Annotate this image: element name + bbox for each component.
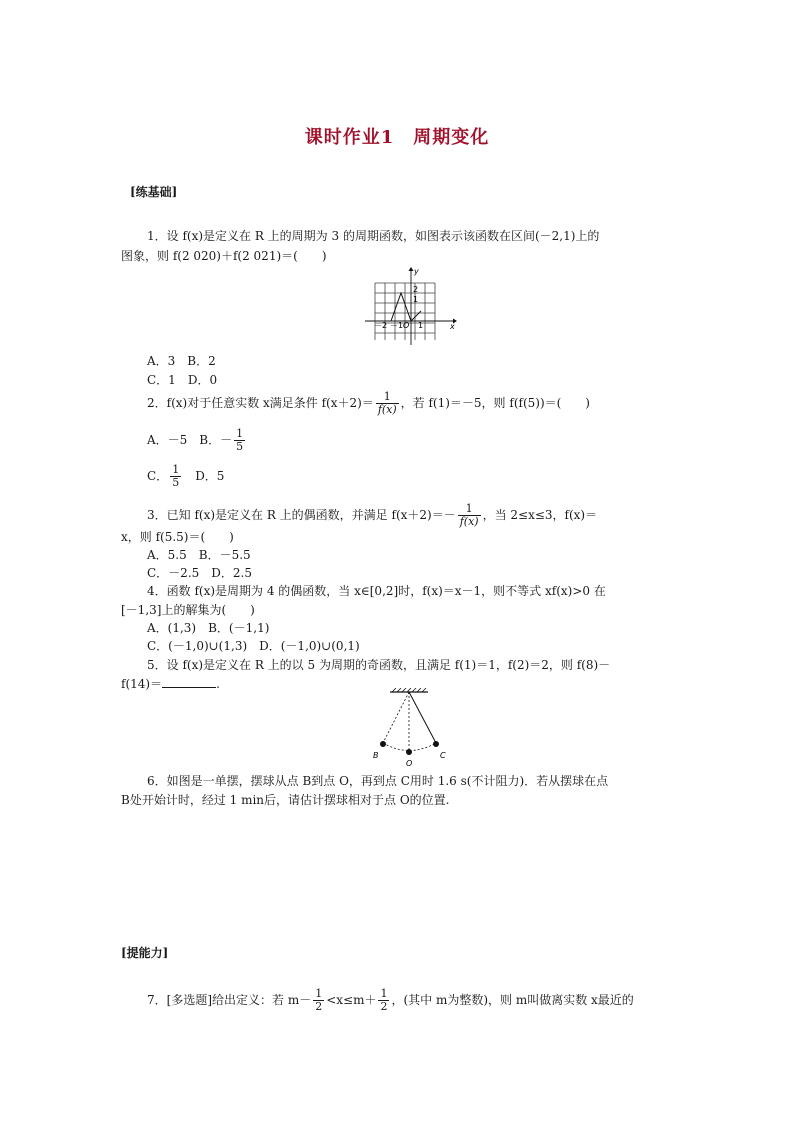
q7-fraction-1-num: 1	[315, 987, 323, 1000]
q7-fraction-2	[378, 988, 389, 1013]
string-to-b	[383, 692, 409, 743]
q7-fraction-1-den: 2	[315, 1000, 323, 1013]
ball-c	[433, 741, 439, 747]
q5-text-end: .	[216, 677, 220, 691]
q4-line2: [－1,3]上的解集为( )	[121, 603, 255, 617]
section-basic: [练基础]	[130, 185, 178, 199]
q3-fraction-num: 1	[458, 503, 481, 516]
q7-text-pre: 7．[多选题]给出定义：若 m－	[147, 993, 312, 1007]
q1-line2: 图象，则 f(2 020)＋f(2 021)＝( )	[121, 249, 327, 263]
q2-stem	[147, 391, 590, 416]
q1-line1: 1．设 f(x)是定义在 R 上的周期为 3 的周期函数，如图表示该函数在区间(－2,1)上的	[147, 229, 600, 243]
q2-fraction-num: 1	[376, 391, 399, 404]
q7-fraction-1	[313, 988, 324, 1013]
q6-line1: 6．如图是一单摆，摆球从点 B到点 O，再到点 C用时 1.6 s(不计阻力)．若从摆球在点	[147, 774, 609, 788]
q3-options-ab: A．5.5 B．－5.5	[147, 548, 251, 562]
q7-text-post: ，(其中 m为整数)，则 m叫做离实数 x最近的	[391, 993, 634, 1007]
q2-option-c: C．	[147, 469, 169, 483]
label-b: B	[373, 751, 379, 760]
q1-options-cd: C．1 D．0	[147, 373, 218, 387]
label-c: C	[440, 751, 446, 760]
q2-text-pre: 2．f(x)对于任意实数 x满足条件 f(x＋2)＝	[147, 396, 374, 410]
q5-line1: 5．设 f(x)是定义在 R 上的以 5 为周期的奇函数，且满足 f(1)＝1，f(2)＝2，则 f(8)－	[147, 658, 611, 672]
q5-answer-blank[interactable]	[162, 676, 216, 688]
function-graph	[365, 265, 460, 345]
q2-option-a: A．－5 B．－	[147, 433, 233, 447]
q2-option-b-den: 5	[236, 440, 244, 453]
q2-option-c-den: 5	[172, 476, 180, 489]
q7-fraction-2-den: 2	[380, 1000, 388, 1013]
q7-stem	[147, 988, 634, 1013]
q2-options-cd	[147, 464, 224, 489]
q3-stem	[147, 503, 597, 528]
section-advanced: [提能力]	[121, 946, 169, 960]
q7-text-mid: <x≤m＋	[326, 993, 377, 1007]
q4-options-ab: A．(1,3) B．(－1,1)	[147, 621, 270, 635]
q3-fraction-den: f(x)	[459, 515, 479, 528]
graph-tick-1: 1	[413, 295, 419, 304]
q3-line2: x，则 f(5.5)＝( )	[121, 530, 234, 544]
graph-tick-x1: 1	[418, 321, 424, 330]
q2-fraction	[376, 391, 399, 416]
q1-options-ab: A．3 B．2	[147, 354, 216, 368]
q2-option-d: D．5	[183, 469, 225, 483]
q6-line2: B处开始计时，经过 1 min后，请估计摆球相对于点 O的位置.	[121, 793, 450, 807]
q3-text-pre: 3．已知 f(x)是定义在 R 上的偶函数，并满足 f(x＋2)＝－	[147, 508, 456, 522]
label-o: O	[406, 759, 413, 768]
q2-options-ab	[147, 428, 247, 453]
graph-origin: O	[403, 321, 410, 330]
q3-fraction	[458, 503, 481, 528]
graph-tick-m1: －1	[390, 321, 404, 330]
q3-options-cd: C．－2.5 D．2.5	[147, 566, 252, 580]
graph-x-label: x	[450, 322, 455, 331]
q5-text: f(14)＝	[121, 677, 163, 691]
page-title: 课时作业1 周期变化	[304, 127, 490, 148]
graph-tick-2: 2	[413, 285, 419, 294]
graph-y-label: y	[414, 267, 419, 276]
q2-option-b-frac	[234, 428, 245, 453]
q2-option-b-num: 1	[236, 427, 244, 440]
ball-o	[406, 749, 412, 755]
q7-fraction-2-num: 1	[380, 987, 388, 1000]
q2-text-post: ，若 f(1)＝－5，则 f(f(5))＝( )	[400, 396, 590, 410]
ball-b	[380, 741, 386, 747]
q2-fraction-den: f(x)	[377, 403, 397, 416]
string-to-c	[409, 692, 436, 743]
q4-options-cd: C．(－1,0)∪(1,3) D．(－1,0)∪(0,1)	[147, 639, 360, 653]
graph-grid	[375, 283, 435, 340]
q3-text-post: ，当 2≤x≤3，f(x)＝	[482, 508, 598, 522]
graph-tick-m2: －2	[374, 321, 388, 330]
q2-option-c-num: 1	[172, 463, 180, 476]
q4-line1: 4．函数 f(x)是周期为 4 的偶函数，当 x∈[0,2]时，f(x)＝x－1，则不等式 xf(x)>0 在	[147, 584, 606, 598]
graph-curve-left	[391, 293, 411, 321]
q2-option-c-frac	[170, 464, 181, 489]
graph-curve-right	[411, 311, 421, 321]
q5-line2	[121, 676, 220, 692]
pendulum-diagram	[368, 688, 458, 768]
